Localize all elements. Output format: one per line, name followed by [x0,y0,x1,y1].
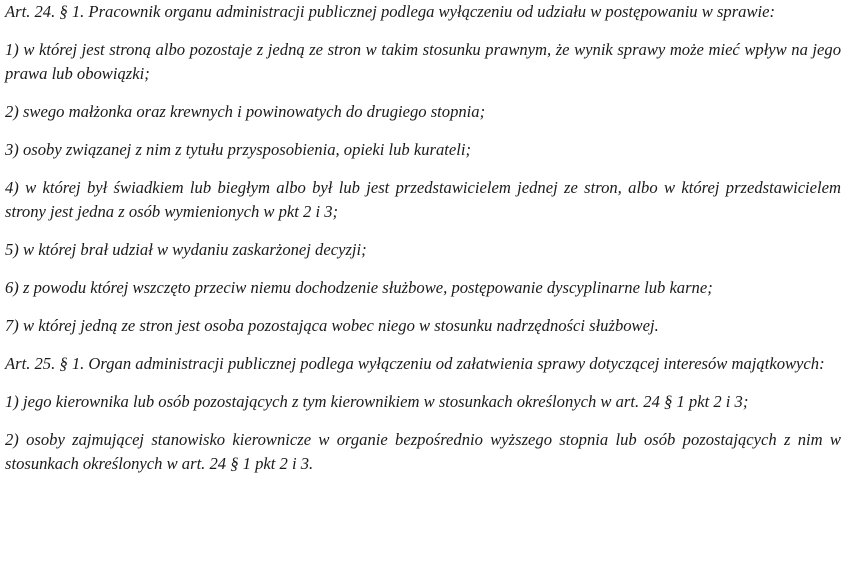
art-24-point-2: 2) swego małżonka oraz krewnych i powinowatych do drugiego stopnia; [5,102,486,121]
art-24-point-6: 6) z powodu której wszczęto przeciw niemu dochodzenie służbowe, postępowanie dyscyplinarne lub karne; [5,278,713,297]
art-25-heading: Art. 25. § 1. Organ administracji publicznej podlega wyłączeniu od załatwienia sprawy dotyczącej interesów majątkowych: [5,354,825,373]
art-24-point-1: 1) w której jest stroną albo pozostaje z jedną ze stron w takim stosunku prawnym, że wynik sprawy może mieć wpływ na jego prawa lub obowiązki; [5,40,841,83]
art-24-point-3: 3) osoby związanej z nim z tytułu przysposobienia, opieki lub kurateli; [5,140,471,159]
art-24-point-7: 7) w której jedną ze stron jest osoba pozostająca wobec niego w stosunku nadrzędności służbowej. [5,316,659,335]
art-25-point-2: 2) osoby zajmującej stanowisko kierownicze w organie bezpośrednio wyższego stopnia lub osób pozostających z nim w stosunkach określonych w art. 24 § 1 pkt 2 i 3. [5,430,841,473]
art-25-point-1: 1) jego kierownika lub osób pozostających z tym kierownikiem w stosunkach określonych w art. 24 § 1 pkt 2 i 3; [5,392,749,411]
legal-document-text [5,0,841,490]
art-24-heading: Art. 24. § 1. Pracownik organu administracji publicznej podlega wyłączeniu od udziału w postępowaniu w sprawie: [5,2,776,21]
art-24-point-5: 5) w której brał udział w wydaniu zaskarżonej decyzji; [5,240,367,259]
art-24-point-4: 4) w której był świadkiem lub biegłym albo był lub jest przedstawicielem jednej ze stron, albo w której przedstawicielem strony jest jedna z osób wymienionych w pkt 2 i 3; [5,178,841,221]
